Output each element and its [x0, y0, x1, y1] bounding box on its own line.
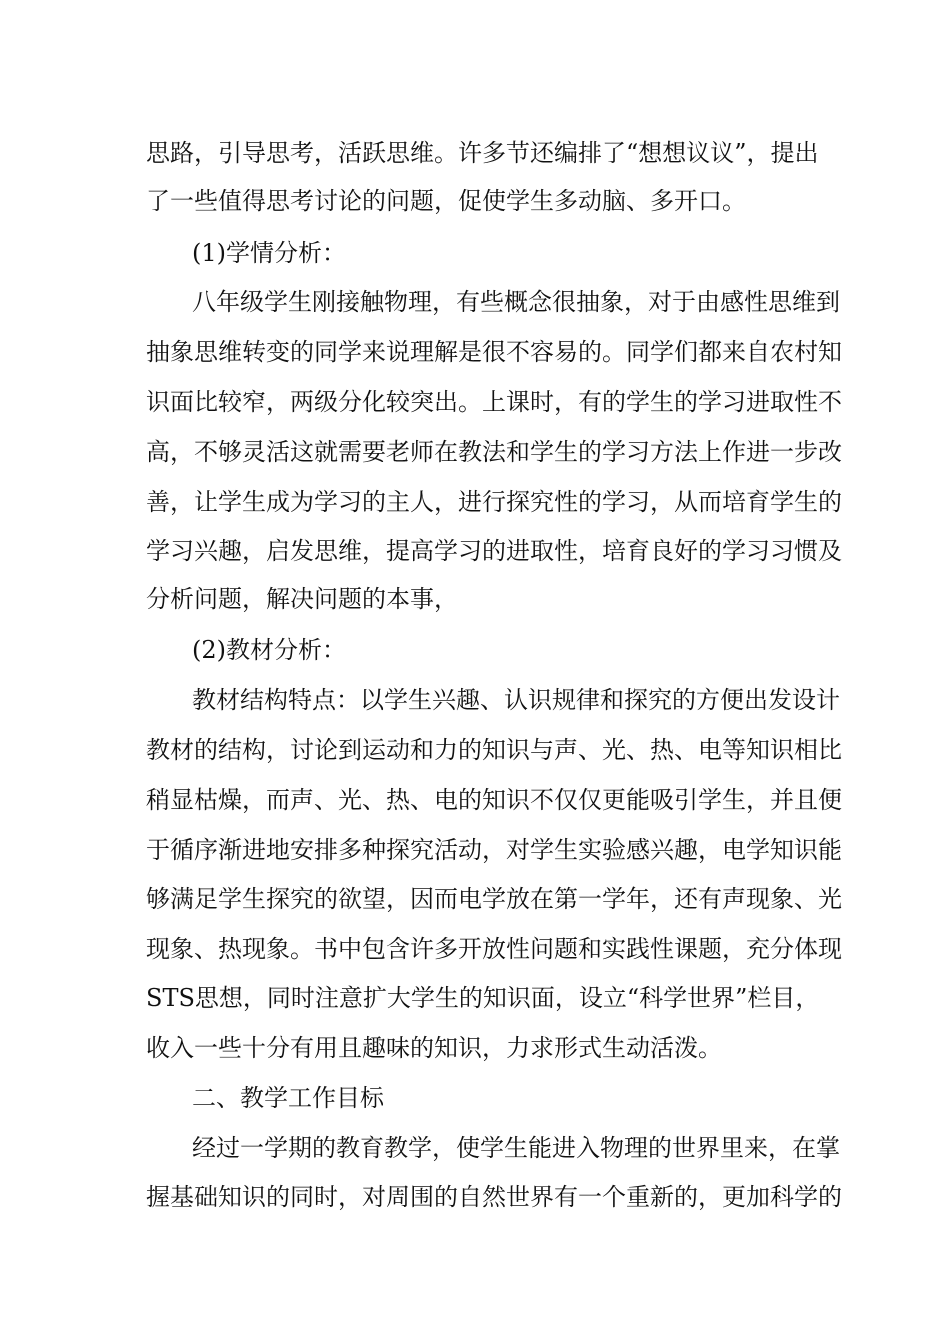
paragraph-line: STS思想，同时注意扩大学生的知识面，设立“科学世界”栏目，	[146, 984, 820, 1012]
paragraph-line: 善，让学生成为学习的主人，进行探究性的学习，从而培育学生的	[146, 488, 842, 516]
section-heading: (1)学情分析：	[192, 239, 346, 267]
paragraph-line: 经过一学期的教育教学，使学生能进入物理的世界里来，在掌	[192, 1134, 840, 1162]
paragraph-line: 教材的结构，讨论到运动和力的知识与声、光、热、电等知识相比	[146, 736, 842, 764]
paragraph-line: 教材结构特点：以学生兴趣、认识规律和探究的方便出发设计	[192, 686, 840, 714]
paragraph-line: 八年级学生刚接触物理，有些概念很抽象，对于由感性思维到	[192, 288, 840, 316]
paragraph-line: 收入一些十分有用且趣味的知识，力求形式生动活泼。	[146, 1034, 722, 1062]
paragraph-line: 学习兴趣，启发思维，提高学习的进取性，培育良好的学习习惯及	[146, 537, 842, 565]
paragraph-line: 分析问题，解决问题的本事，	[146, 585, 458, 613]
section-heading: 二、教学工作目标	[192, 1084, 384, 1112]
paragraph-line: 现象、热现象。书中包含许多开放性问题和实践性课题，充分体现	[146, 935, 842, 963]
paragraph-line: 于循序渐进地安排多种探究活动，对学生实验感兴趣，电学知识能	[146, 836, 842, 864]
paragraph-line: 稍显枯燥，而声、光、热、电的知识不仅仅更能吸引学生，并且便	[146, 786, 842, 814]
paragraph-line: 思路，引导思考，活跃思维。许多节还编排了“想想议议”，提出	[146, 139, 819, 167]
paragraph-line: 高，不够灵活这就需要老师在教法和学生的学习方法上作进一步改	[146, 438, 842, 466]
paragraph-line: 握基础知识的同时，对周围的自然世界有一个重新的，更加科学的	[146, 1183, 842, 1211]
paragraph-line: 识面比较窄，两级分化较突出。上课时，有的学生的学习进取性不	[146, 388, 842, 416]
section-heading: (2)教材分析：	[192, 636, 346, 664]
paragraph-line: 够满足学生探究的欲望，因而电学放在第一学年，还有声现象、光	[146, 885, 842, 913]
paragraph-line: 了一些值得思考讨论的问题，促使学生多动脑、多开口。	[146, 187, 746, 215]
paragraph-line: 抽象思维转变的同学来说理解是很不容易的。同学们都来自农村知	[146, 338, 842, 366]
